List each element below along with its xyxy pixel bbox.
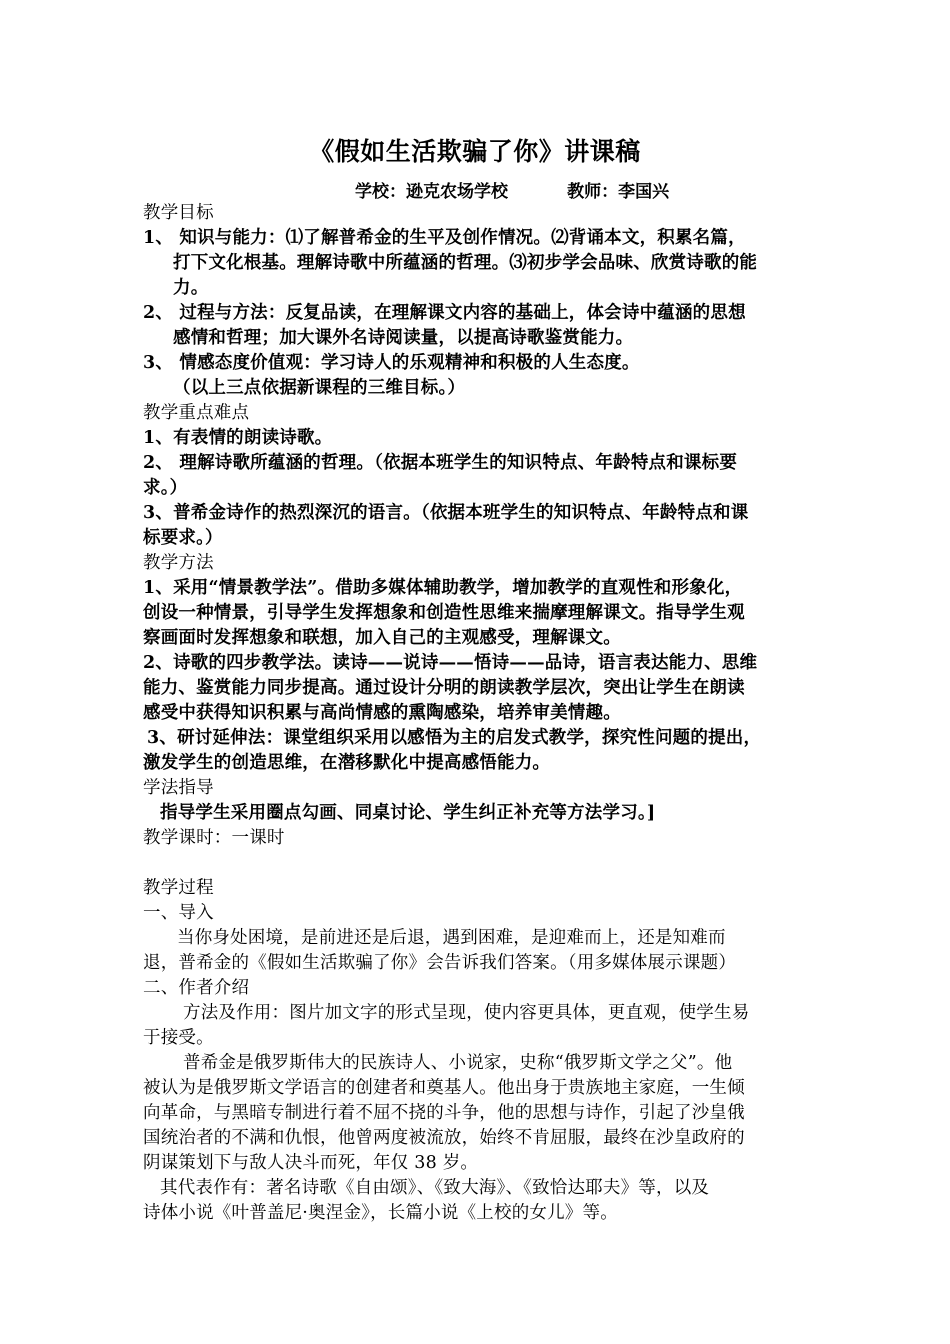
section-heading: 教学过程 — [143, 878, 214, 898]
body-line: 1、采用“情景教学法”。借助多媒体辅助教学，增加教学的直观性和形象化， — [143, 578, 743, 598]
body-line: 激发学生的创造思维，在潜移默化中提高感悟能力。 — [143, 753, 551, 773]
body-line: 力。 — [173, 278, 209, 298]
body-line: 感受中获得知识积累与高尚情感的熏陶感染，培养审美情趣。 — [143, 703, 621, 723]
body-line: 标要求。） — [143, 528, 223, 548]
subsection-heading: 二、作者介绍 — [143, 978, 250, 998]
body-line: 其代表作有：著名诗歌《自由颂》、《致大海》、《致恰达耶夫》等，以及 — [160, 1178, 710, 1198]
body-line: 感情和哲理；加大课外名诗阅读量，以提高诗歌鉴赏能力。 — [173, 328, 634, 348]
body-line: 2、 过程与方法：反复品读，在理解课文内容的基础上，体会诗中蕴涵的思想 — [143, 303, 746, 323]
author-byline: 学校：逊克农场学校 教师：李国兴 — [355, 182, 670, 202]
body-line: 当你身处困境，是前进还是后退，遇到困难，是迎难而上，还是知难而 — [177, 928, 726, 948]
section-heading: 教学重点难点 — [143, 403, 250, 423]
body-line: 国统治者的不满和仇恨，他曾两度被流放，始终不肯屈服，最终在沙皇政府的 — [143, 1128, 745, 1148]
body-line: 于接受。 — [143, 1028, 214, 1048]
body-line: 向革命，与黑暗专制进行着不屈不挠的斗争，他的思想与诗作，引起了沙皇俄 — [143, 1103, 745, 1123]
section-heading: 学法指导 — [143, 778, 214, 798]
section-heading: 教学方法 — [143, 553, 214, 573]
body-line: 诗体小说《叶普盖尼·奥涅金》，长篇小说《上校的女儿》等。 — [143, 1203, 618, 1223]
body-line: 察画面时发挥想象和联想，加入自己的主观感受，理解课文。 — [143, 628, 621, 648]
body-line: 阴谋策划下与敌人决斗而死，年仅 38 岁。 — [143, 1153, 479, 1173]
document-title: 《假如生活欺骗了你》讲课稿 — [309, 137, 641, 166]
subsection-heading: 一、导入 — [143, 903, 214, 923]
body-line: 能力、鉴赏能力同步提高。通过设计分明的朗读教学层次，突出让学生在朗读 — [143, 678, 745, 698]
body-line: 求。） — [143, 478, 188, 498]
body-line: 3、普希金诗作的热烈深沉的语言。（依据本班学生的知识特点、年龄特点和课 — [143, 503, 749, 523]
body-line: 3、 情感态度价值观：学习诗人的乐观精神和积极的人生态度。 — [143, 353, 640, 373]
body-line: 创设一种情景，引导学生发挥想象和创造性思维来揣摩理解课文。指导学生观 — [143, 603, 745, 623]
body-line: 退，普希金的《假如生活欺骗了你》会告诉我们答案。（用多媒体展示课题） — [143, 953, 737, 973]
body-line: （以上三点依据新课程的三维目标。） — [173, 378, 466, 398]
body-line: 1、 知识与能力：⑴了解普希金的生平及创作情况。⑵背诵本文，积累名篇， — [143, 228, 746, 248]
section-heading: 教学课时：一课时 — [143, 828, 285, 848]
body-line: 2、诗歌的四步教学法。读诗——说诗——悟诗——品诗，语言表达能力、思维 — [143, 653, 758, 673]
body-line: 2、 理解诗歌所蕴涵的哲理。（依据本班学生的知识特点、年龄特点和课标要 — [143, 453, 738, 473]
body-line: 1、有表情的朗读诗歌。 — [143, 428, 333, 448]
body-line: 3、研讨延伸法：课堂组织采用以感悟为主的启发式教学，探究性问题的提出， — [147, 728, 762, 748]
section-heading: 教学目标 — [143, 203, 214, 223]
body-line: 指导学生采用圈点勾画、同桌讨论、学生纠正补充等方法学习。] — [160, 803, 656, 823]
body-line: 打下文化根基。理解诗歌中所蕴涵的哲理。⑶初步学会品味、欣赏诗歌的能 — [173, 253, 758, 273]
body-line: 方法及作用：图片加文字的形式呈现，使内容更具体，更直观，使学生易 — [183, 1003, 750, 1023]
body-line: 普希金是俄罗斯伟大的民族诗人、小说家，史称“俄罗斯文学之父”。他 — [183, 1053, 733, 1073]
body-line: 被认为是俄罗斯文学语言的创建者和奠基人。他出身于贵族地主家庭，一生倾 — [143, 1078, 745, 1098]
